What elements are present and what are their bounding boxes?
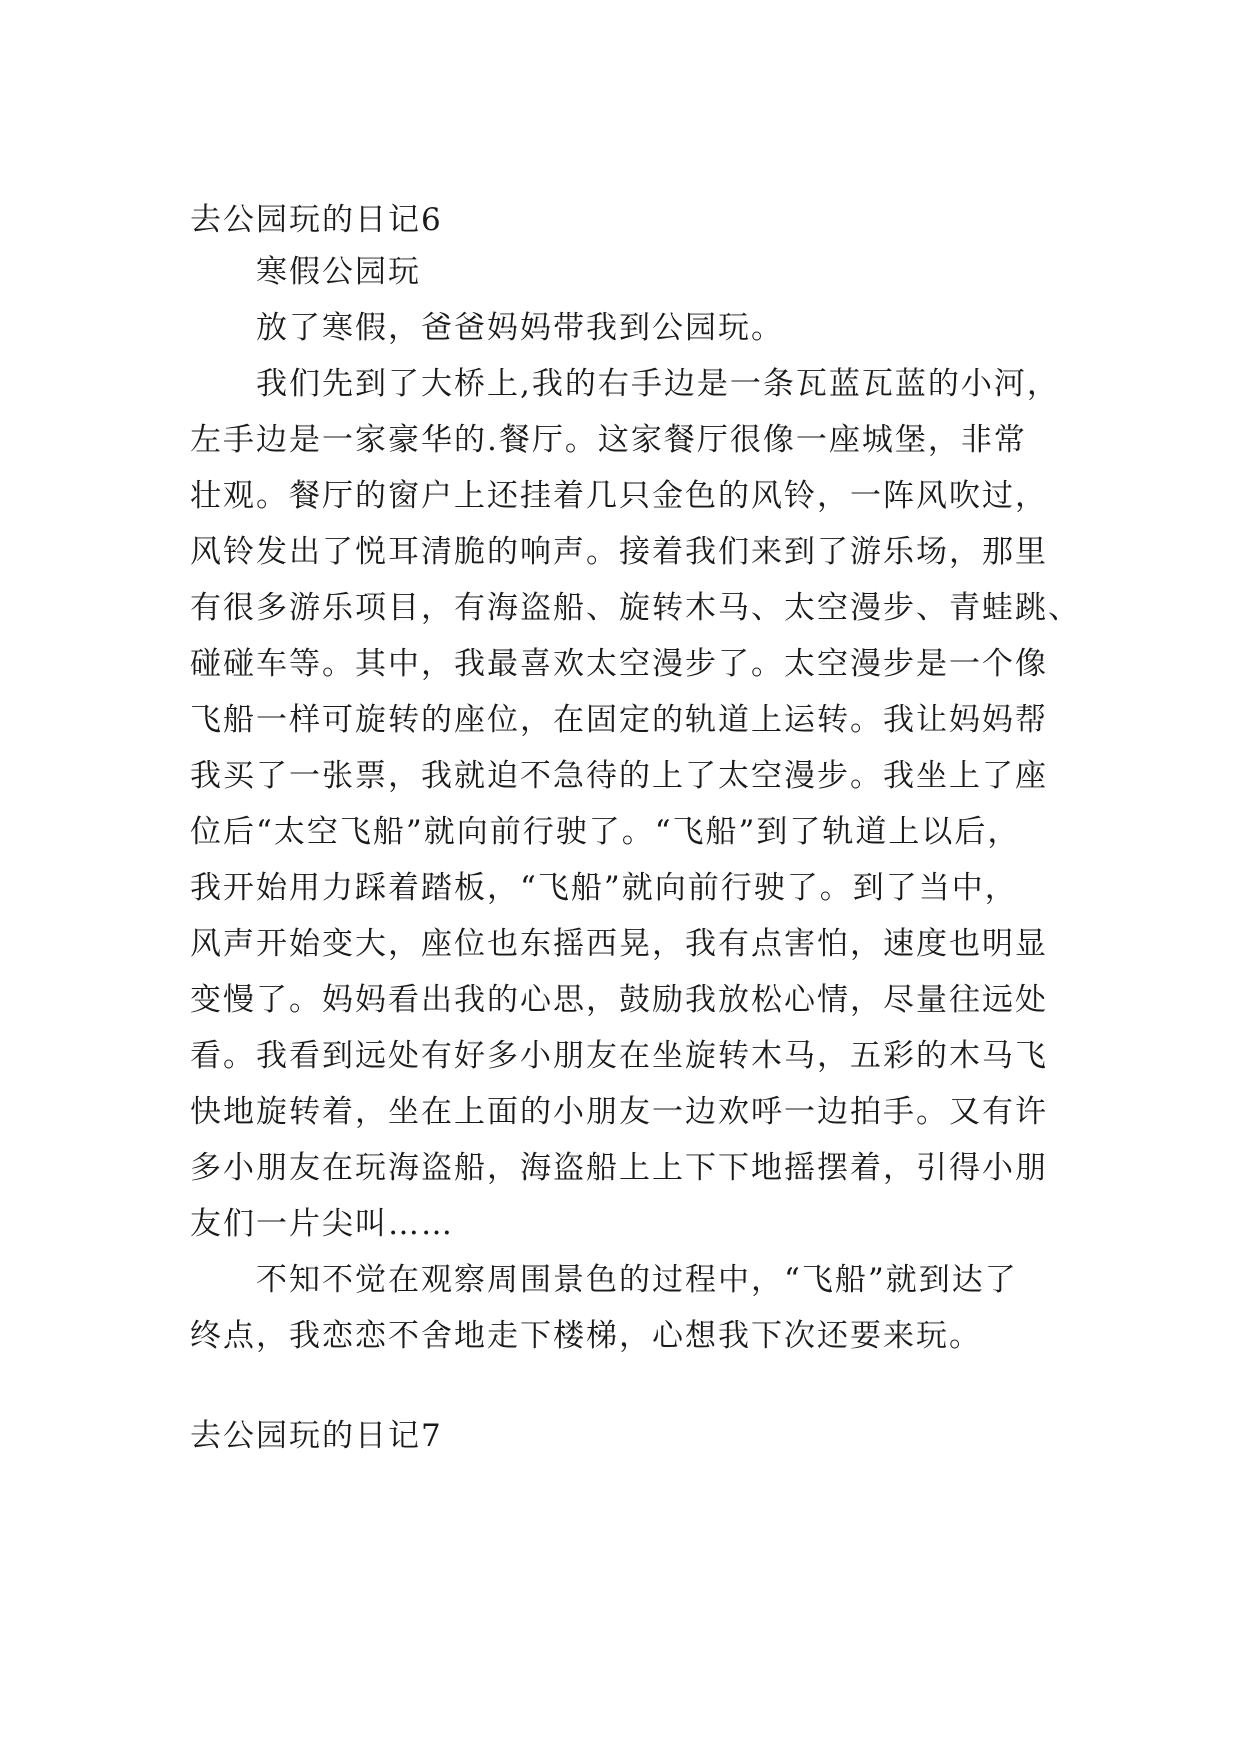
paragraph-line: 终点，我恋恋不舍地走下楼梯，心想我下次还要来玩。 [190, 1318, 982, 1354]
paragraph-line: 我买了一张票，我就迫不急待的上了太空漫步。我坐上了座 [190, 758, 1048, 794]
paragraph-line: 风声开始变大，座位也东摇西晃，我有点害怕，速度也明显 [190, 926, 1048, 962]
paragraph-line: 看。我看到远处有好多小朋友在坐旋转木马，五彩的木马飞 [190, 1038, 1048, 1074]
paragraph-line: 友们一片尖叫…… [190, 1206, 454, 1242]
essay-title: 寒假公园玩 [256, 254, 421, 290]
paragraph-line: 放了寒假，爸爸妈妈带我到公园玩。 [256, 310, 784, 346]
paragraph-line: 变慢了。妈妈看出我的心思，鼓励我放松心情，尽量往远处 [190, 982, 1048, 1018]
paragraph-line: 我们先到了大桥上,我的右手边是一条瓦蓝瓦蓝的小河， [256, 366, 1060, 402]
paragraph-line: 位后“太空飞船”就向前行驶了。“飞船”到了轨道上以后， [190, 814, 1021, 850]
paragraph-line: 左手边是一家豪华的.餐厅。这家餐厅很像一座城堡，非常 [190, 422, 1027, 458]
paragraph-line: 我开始用力踩着踏板，“飞船”就向前行驶了。到了当中， [190, 870, 1018, 906]
paragraph-line: 快地旋转着，坐在上面的小朋友一边欢呼一边拍手。又有许 [190, 1094, 1048, 1130]
section-title: 去公园玩的日记7 [190, 1418, 443, 1454]
paragraph-line: 风铃发出了悦耳清脆的响声。接着我们来到了游乐场，那里 [190, 534, 1048, 570]
paragraph-line: 有很多游乐项目，有海盗船、旋转木马、太空漫步、青蛙跳、 [190, 590, 1081, 626]
paragraph-line: 碰碰车等。其中，我最喜欢太空漫步了。太空漫步是一个像 [190, 646, 1048, 682]
paragraph-line: 多小朋友在玩海盗船，海盗船上上下下地摇摆着，引得小朋 [190, 1150, 1048, 1186]
paragraph-line: 不知不觉在观察周围景色的过程中，“飞船”就到达了 [256, 1262, 1018, 1298]
section-title: 去公园玩的日记6 [190, 202, 443, 238]
paragraph-line: 壮观。餐厅的窗户上还挂着几只金色的风铃，一阵风吹过， [190, 478, 1048, 514]
paragraph-line: 飞船一样可旋转的座位，在固定的轨道上运转。我让妈妈帮 [190, 702, 1048, 738]
